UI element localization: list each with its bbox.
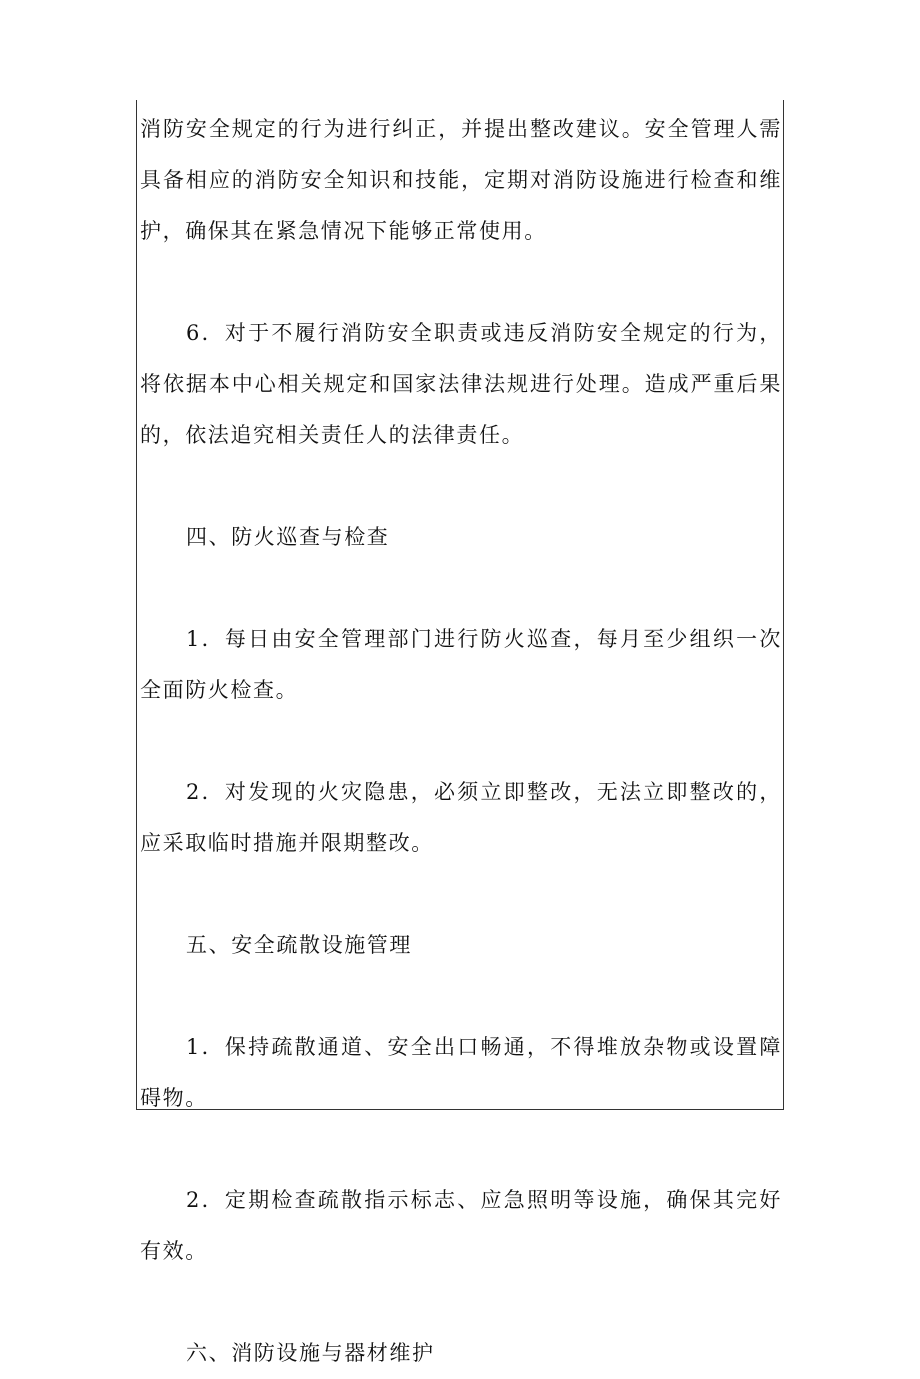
section-6-heading: 六、消防设施与器材维护 xyxy=(186,1341,435,1365)
section-5-item-1: 1．保持疏散通道、安全出口畅通，不得堆放杂物或设置障碍物。 xyxy=(140,1035,782,1110)
section-5-item-2: 2．定期检查疏散指示标志、应急照明等设施，确保其完好有效。 xyxy=(140,1188,782,1263)
section-4-item-1: 1．每日由安全管理部门进行防火巡查，每月至少组织一次全面防火检查。 xyxy=(140,627,782,702)
spacer xyxy=(140,563,782,614)
spacer xyxy=(140,869,782,920)
section-4-item-2: 2．对发现的火灾隐患，必须立即整改，无法立即整改的，应采取临时措施并限期整改。 xyxy=(140,780,782,855)
paragraph-continued: 消防安全规定的行为进行纠正，并提出整改建议。安全管理人需具备相应的消防安全知识和技能，定期对消防设施进行检查和维护，确保其在紧急情况下能够正常使用。 xyxy=(140,117,782,243)
spacer xyxy=(140,716,782,767)
paragraph-item-6: 6．对于不履行消防安全职责或违反消防安全规定的行为，将依据本中心相关规定和国家法律法规进行处理。造成严重后果的，依法追究相关责任人的法律责任。 xyxy=(140,321,782,447)
section-4-heading: 四、防火巡查与检查 xyxy=(186,525,390,549)
spacer xyxy=(140,971,782,1022)
spacer xyxy=(140,461,782,512)
spacer xyxy=(140,1277,782,1328)
spacer xyxy=(140,257,782,308)
document-body xyxy=(140,104,782,1379)
section-5-heading: 五、安全疏散设施管理 xyxy=(186,933,412,957)
spacer xyxy=(140,1124,782,1175)
